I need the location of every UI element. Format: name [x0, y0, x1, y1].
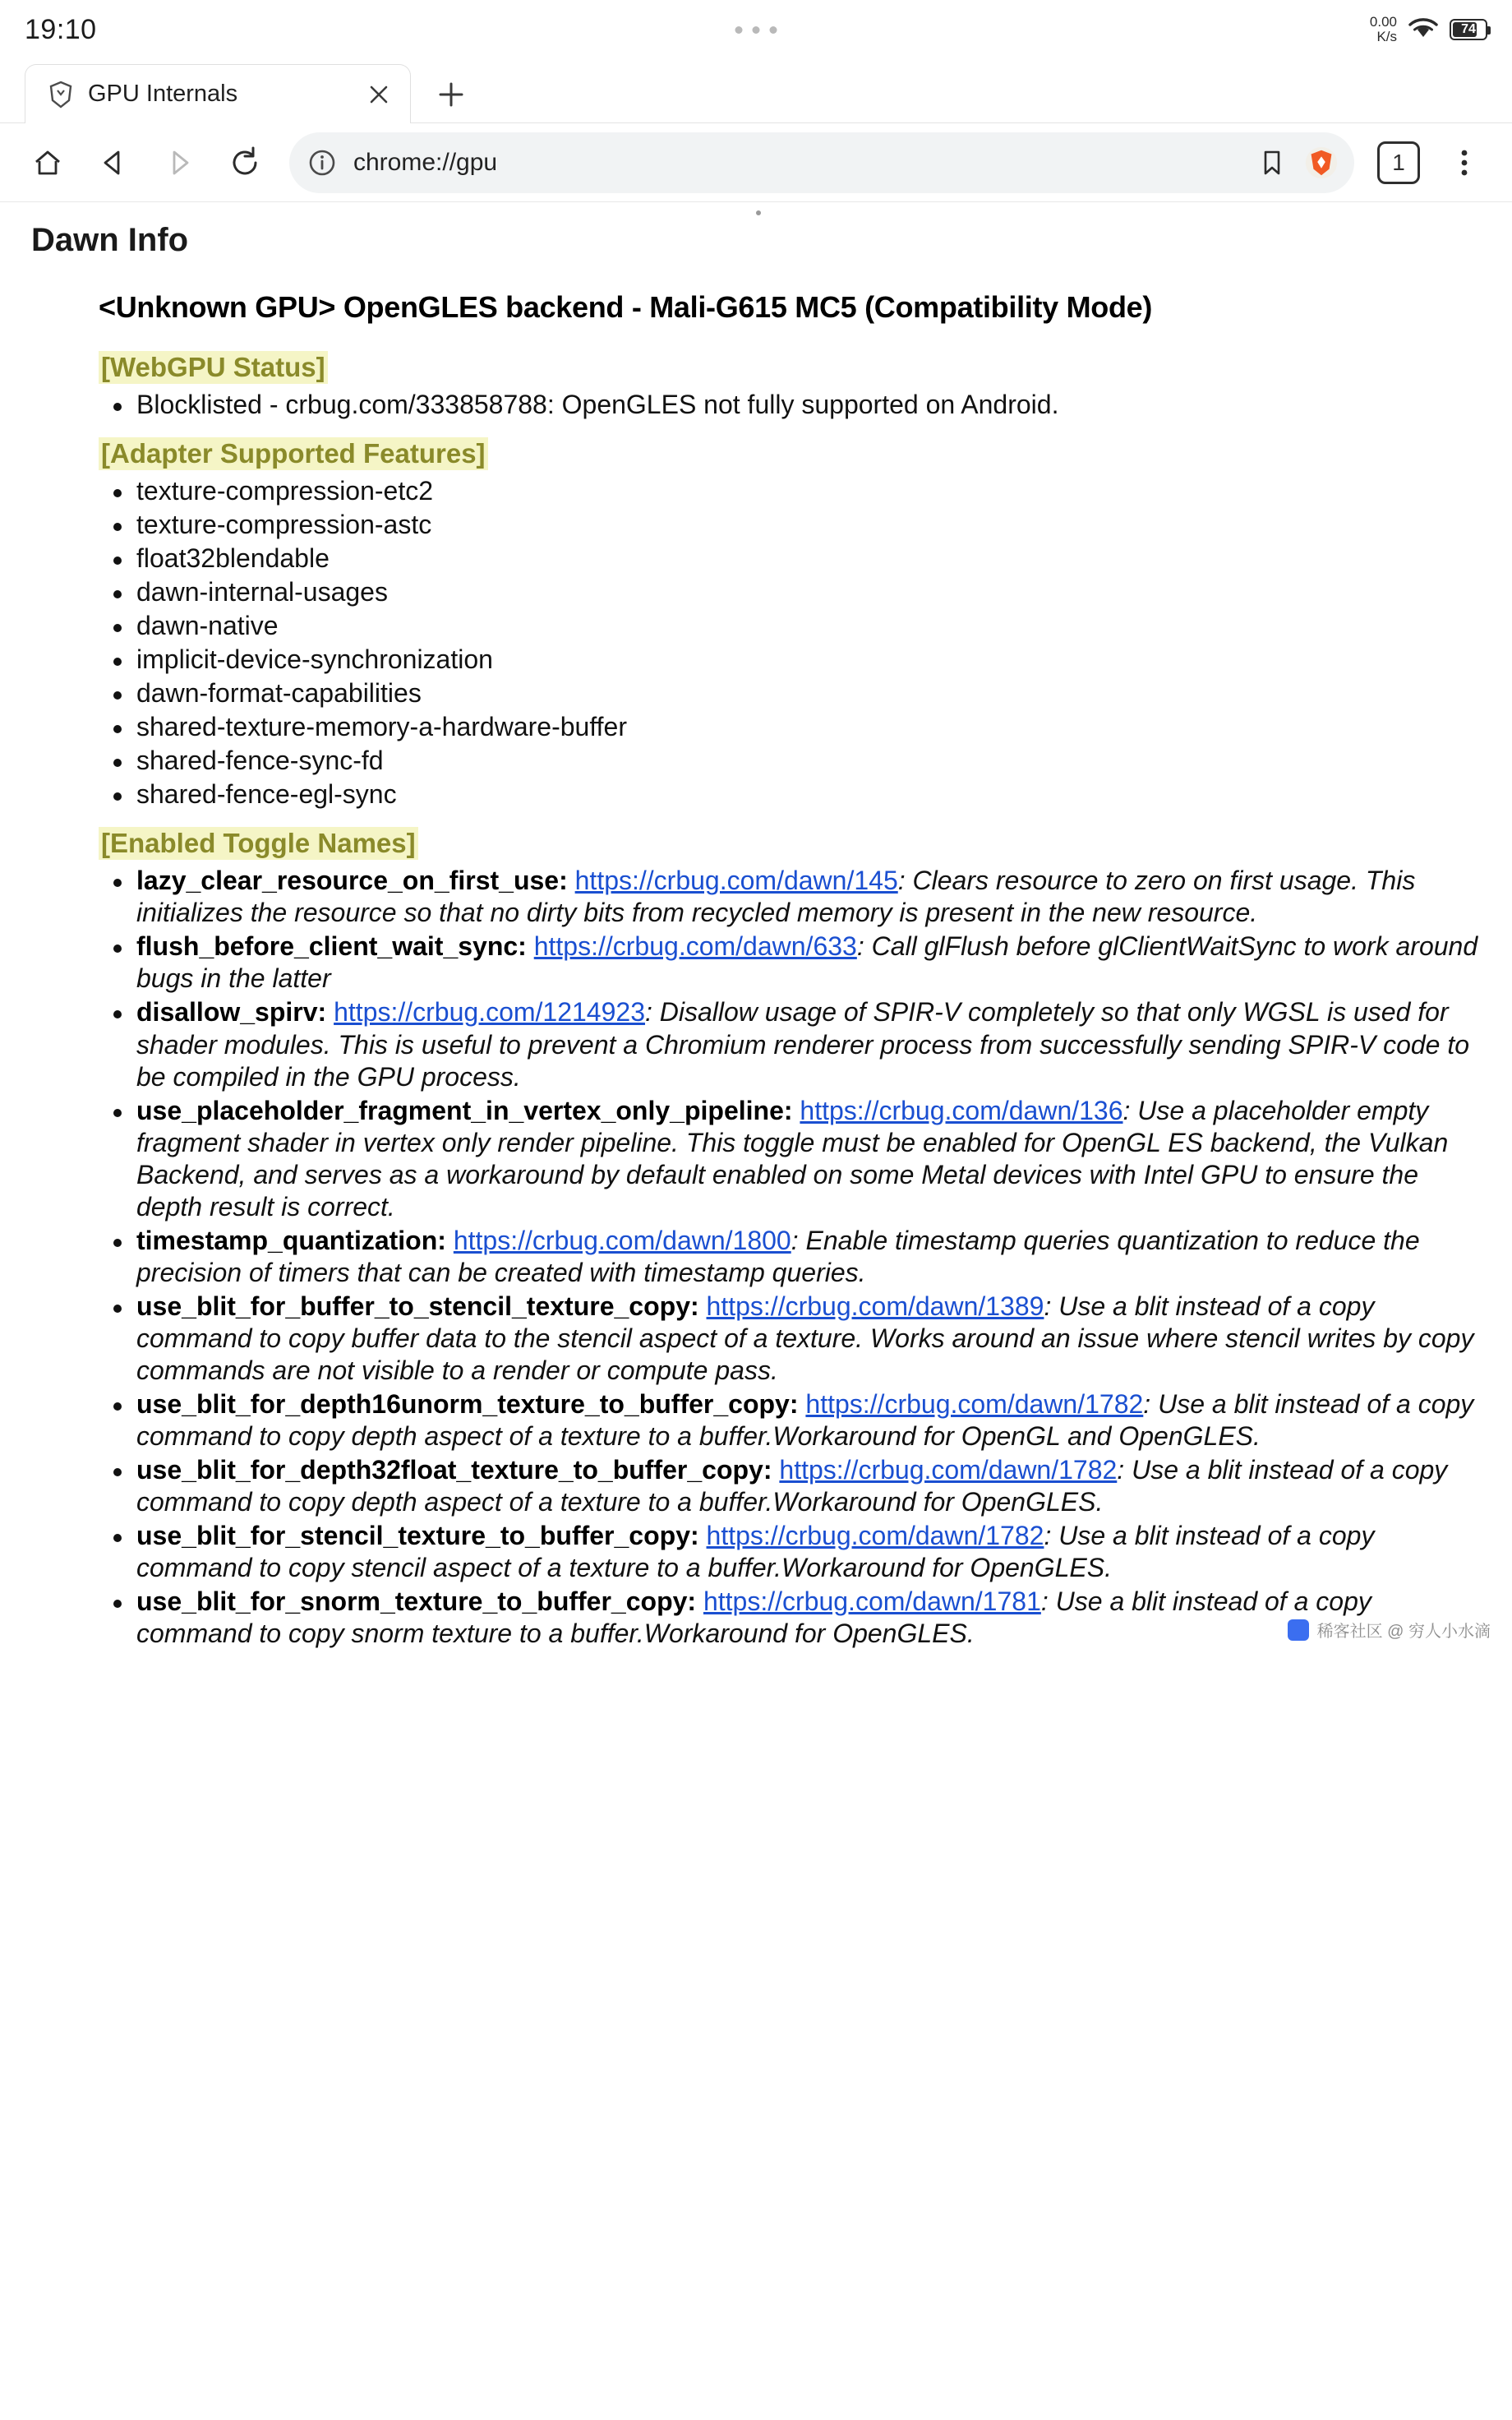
toggle-crbug-link[interactable]: https://crbug.com/dawn/1781 — [703, 1586, 1041, 1617]
toggle-list-item — [99, 1225, 1487, 1289]
list-item: shared-fence-sync-fd — [99, 745, 1487, 777]
forward-arrow-icon[interactable] — [150, 133, 209, 192]
toggle-crbug-link[interactable]: https://crbug.com/1214923 — [334, 997, 645, 1028]
brave-shields-icon[interactable] — [1303, 145, 1339, 181]
toggle-crbug-link[interactable]: https://crbug.com/dawn/633 — [533, 931, 857, 962]
section-heading-adapter-features: [Adapter Supported Features] — [99, 437, 488, 470]
network-speed-unit: K/s — [1376, 29, 1397, 44]
toggle-description: : Clears resource to zero on first usage. This initializes the resource so that no dirty bits from recycled memory is present in the new resource. — [136, 866, 1416, 928]
watermark-text: 稀客社区 @ 穷人小水滴 — [1316, 1623, 1491, 1642]
enabled-toggles-list — [99, 865, 1487, 1650]
toggle-crbug-link[interactable]: https://crbug.com/dawn/136 — [800, 1095, 1123, 1125]
address-bar[interactable] — [289, 132, 1354, 193]
network-speed — [1370, 15, 1397, 44]
battery-level: 74 — [1461, 22, 1476, 36]
toggle-name: use_blit_for_stencil_texture_to_buffer_copy: — [136, 1520, 699, 1550]
tab-count-label: 1 — [1377, 141, 1420, 184]
page-content — [0, 202, 1512, 1650]
toggle-list-item — [99, 996, 1487, 1092]
toggle-description: : Use a blit instead of a copy command to copy stencil aspect of a texture to a buffer.Workaround for OpenGLES. — [136, 1520, 1375, 1582]
url-text[interactable]: chrome://gpu — [353, 148, 498, 176]
adapter-features-list — [99, 475, 1487, 811]
reload-icon[interactable] — [215, 133, 274, 192]
toggle-list-item — [99, 1454, 1487, 1518]
close-icon[interactable] — [362, 78, 395, 111]
gpu-adapter-title: <Unknown GPU> OpenGLES backend - Mali-G615 MC5 (Compatibility Mode) — [99, 290, 1153, 324]
page-info-icon[interactable] — [304, 145, 340, 181]
toggle-list-item — [99, 1291, 1487, 1387]
list-item: Blocklisted - crbug.com/333858788: OpenGLES not fully supported on Android. — [99, 389, 1487, 421]
network-speed-value: 0.00 — [1369, 14, 1397, 30]
toggle-crbug-link[interactable]: https://crbug.com/dawn/1782 — [706, 1520, 1044, 1550]
watermark — [1288, 1618, 1491, 1642]
list-item: shared-texture-memory-a-hardware-buffer — [99, 711, 1487, 743]
toggle-name: use_blit_for_depth16unorm_texture_to_buffer_copy: — [136, 1388, 799, 1419]
overflow-menu-icon[interactable] — [1435, 133, 1494, 192]
tab-gpu-internals[interactable] — [25, 64, 411, 123]
toggle-crbug-link[interactable]: https://crbug.com/dawn/1800 — [453, 1225, 791, 1255]
toggle-crbug-link[interactable]: https://crbug.com/dawn/1389 — [706, 1291, 1044, 1321]
wifi-icon — [1407, 16, 1440, 44]
browser-toolbar — [0, 123, 1512, 202]
toggle-description: : Use a blit instead of a copy command to copy depth aspect of a texture to a buffer.Workaround for OpenGLES. — [136, 1454, 1448, 1517]
list-item: texture-compression-etc2 — [99, 475, 1487, 507]
list-item: texture-compression-astc — [99, 509, 1487, 541]
toggle-name: use_blit_for_snorm_texture_to_buffer_copy: — [136, 1586, 697, 1617]
tab-strip — [0, 59, 1512, 123]
list-item: dawn-format-capabilities — [99, 677, 1487, 709]
page-title: Dawn Info — [31, 222, 189, 258]
bookmark-icon[interactable] — [1254, 145, 1290, 181]
page-dot-marker — [756, 210, 761, 215]
toggle-list-item — [99, 931, 1487, 995]
toggle-name: use_placeholder_fragment_in_vertex_only_pipeline: — [136, 1095, 793, 1125]
toggle-description: : Disallow usage of SPIR-V completely so that only WGSL is used for shader modules. This is useful to prevent a Chromium renderer process from successfully sending SPIR-V code to be compiled in the GPU process. — [136, 997, 1470, 1092]
toggle-list-item — [99, 1095, 1487, 1223]
toggle-crbug-link[interactable]: https://crbug.com/dawn/1782 — [805, 1388, 1144, 1419]
toggle-list-item — [99, 1586, 1487, 1650]
toggle-list-item — [99, 1388, 1487, 1452]
dawn-info-body — [0, 290, 1512, 1650]
toggle-description: : Use a blit instead of a copy command to copy snorm texture to a buffer.Workaround for OpenGLES. — [136, 1586, 1371, 1649]
back-arrow-icon[interactable] — [84, 133, 143, 192]
status-clock: 19:10 — [25, 13, 97, 45]
list-item: dawn-native — [99, 610, 1487, 642]
toggle-name: use_blit_for_buffer_to_stencil_texture_copy: — [136, 1291, 699, 1321]
toggle-name: flush_before_client_wait_sync: — [136, 931, 527, 962]
toggle-crbug-link[interactable]: https://crbug.com/dawn/1782 — [779, 1454, 1118, 1485]
home-icon[interactable] — [18, 133, 77, 192]
tab-count-button[interactable] — [1369, 133, 1428, 192]
section-heading-enabled-toggles: [Enabled Toggle Names] — [99, 827, 418, 860]
list-item: dawn-internal-usages — [99, 576, 1487, 608]
toggle-name: use_blit_for_depth32float_texture_to_buffer_copy: — [136, 1454, 772, 1485]
toggle-name: lazy_clear_resource_on_first_use: — [136, 866, 568, 896]
toggle-crbug-link[interactable]: https://crbug.com/dawn/145 — [574, 866, 898, 896]
toggle-description: : Use a blit instead of a copy command to copy buffer data to the stencil aspect of a texture. Works around an issue where stencil writes by copy commands are not visible to a render or compute pass. — [136, 1291, 1474, 1385]
more-dots-icon — [735, 26, 777, 34]
new-tab-button[interactable] — [422, 66, 480, 123]
toggle-description: : Call glFlush before glClientWaitSync to work around bugs in the latter — [136, 931, 1478, 994]
section-heading-webgpu-status: [WebGPU Status] — [99, 351, 328, 384]
toggle-name: timestamp_quantization: — [136, 1225, 446, 1255]
list-item: implicit-device-synchronization — [99, 644, 1487, 676]
toggle-list-item — [99, 865, 1487, 929]
tab-title: GPU Internals — [88, 81, 238, 107]
brave-lion-icon — [47, 81, 75, 109]
watermark-logo-icon — [1288, 1619, 1309, 1641]
battery-indicator — [1450, 19, 1487, 40]
webgpu-status-list — [99, 389, 1487, 421]
toggle-description: : Enable timestamp queries quantization to reduce the precision of timers that can be created with timestamp queries. — [136, 1225, 1420, 1287]
list-item: shared-fence-egl-sync — [99, 778, 1487, 811]
toggle-list-item — [99, 1520, 1487, 1584]
status-bar — [0, 0, 1512, 59]
toggle-description: : Use a placeholder empty fragment shader in vertex only render pipeline. This toggle must be enabled for OpenGL ES backend, the Vulkan Backend, and serves as a workaround by default enabled on some Metal devices with Intel GPU to ensure the depth result is correct. — [136, 1095, 1449, 1222]
list-item: float32blendable — [99, 543, 1487, 575]
toggle-description: : Use a blit instead of a copy command to copy depth aspect of a texture to a buffer.Workaround for OpenGL and OpenGLES. — [136, 1388, 1474, 1451]
toggle-name: disallow_spirv: — [136, 997, 327, 1028]
